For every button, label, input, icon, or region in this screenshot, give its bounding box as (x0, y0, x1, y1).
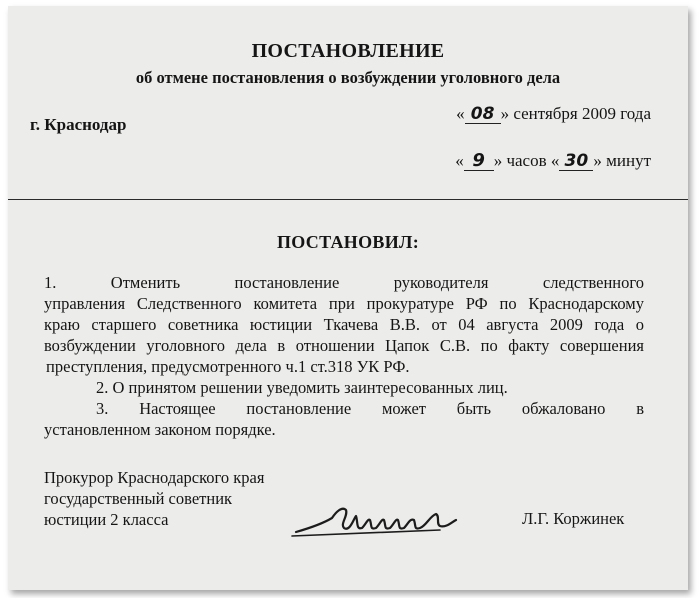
body-line: возбуждении уголовного дела в отношении Цапок С.В. по факту совершения (44, 336, 644, 355)
body-line: установленном законом порядке. (44, 420, 276, 439)
date-line (456, 104, 651, 124)
place-of-issue: г. Краснодар (30, 115, 127, 134)
document-title: ПОСТАНОВЛЕНИЕ (251, 40, 445, 62)
hours-word: часов (506, 151, 547, 170)
signer-name: Л.Г. Коржинек (522, 509, 625, 528)
quote-open: « (456, 104, 465, 123)
handwritten-signature (290, 498, 470, 542)
minutes-word: минут (606, 151, 651, 170)
time-line (455, 151, 651, 171)
handwritten-day: 08 (465, 106, 501, 124)
quote-open: « (550, 151, 560, 170)
document-page (8, 6, 688, 590)
body-line: преступления, предусмотренного ч.1 ст.318 УК РФ. (46, 357, 410, 376)
signatory-title (44, 467, 264, 530)
quote-close: » (593, 151, 602, 170)
divider-line (8, 199, 688, 200)
section-title: ПОСТАНОВИЛ: (276, 232, 420, 252)
handwritten-minutes: 30 (559, 153, 593, 171)
signatory-line: юстиции 2 класса (44, 510, 169, 529)
handwritten-hour: 9 (464, 152, 494, 171)
quote-close: » (500, 104, 510, 123)
signatory-line: Прокурор Краснодарского края (44, 468, 265, 487)
document-subtitle: об отмене постановления о возбуждении уголовного дела (135, 68, 561, 87)
date-rest: сентября 2009 года (513, 104, 651, 123)
quote-open: « (455, 151, 464, 170)
resolution-body (44, 272, 644, 440)
body-line: 2. О принятом решении уведомить заинтересованных лиц. (96, 378, 508, 397)
body-line: 3. Настоящее постановление может быть обжаловано в (96, 399, 644, 418)
body-line: краю старшего советника юстиции Ткачева В.В. от 04 августа 2009 года о (44, 315, 644, 334)
body-line: 1. Отменить постановление руководителя следственного (44, 273, 644, 292)
body-line: управления Следственного комитета при прокуратуре РФ по Краснодарскому (44, 294, 644, 313)
signatory-line: государственный советник (44, 489, 233, 508)
quote-close: » (493, 151, 503, 170)
